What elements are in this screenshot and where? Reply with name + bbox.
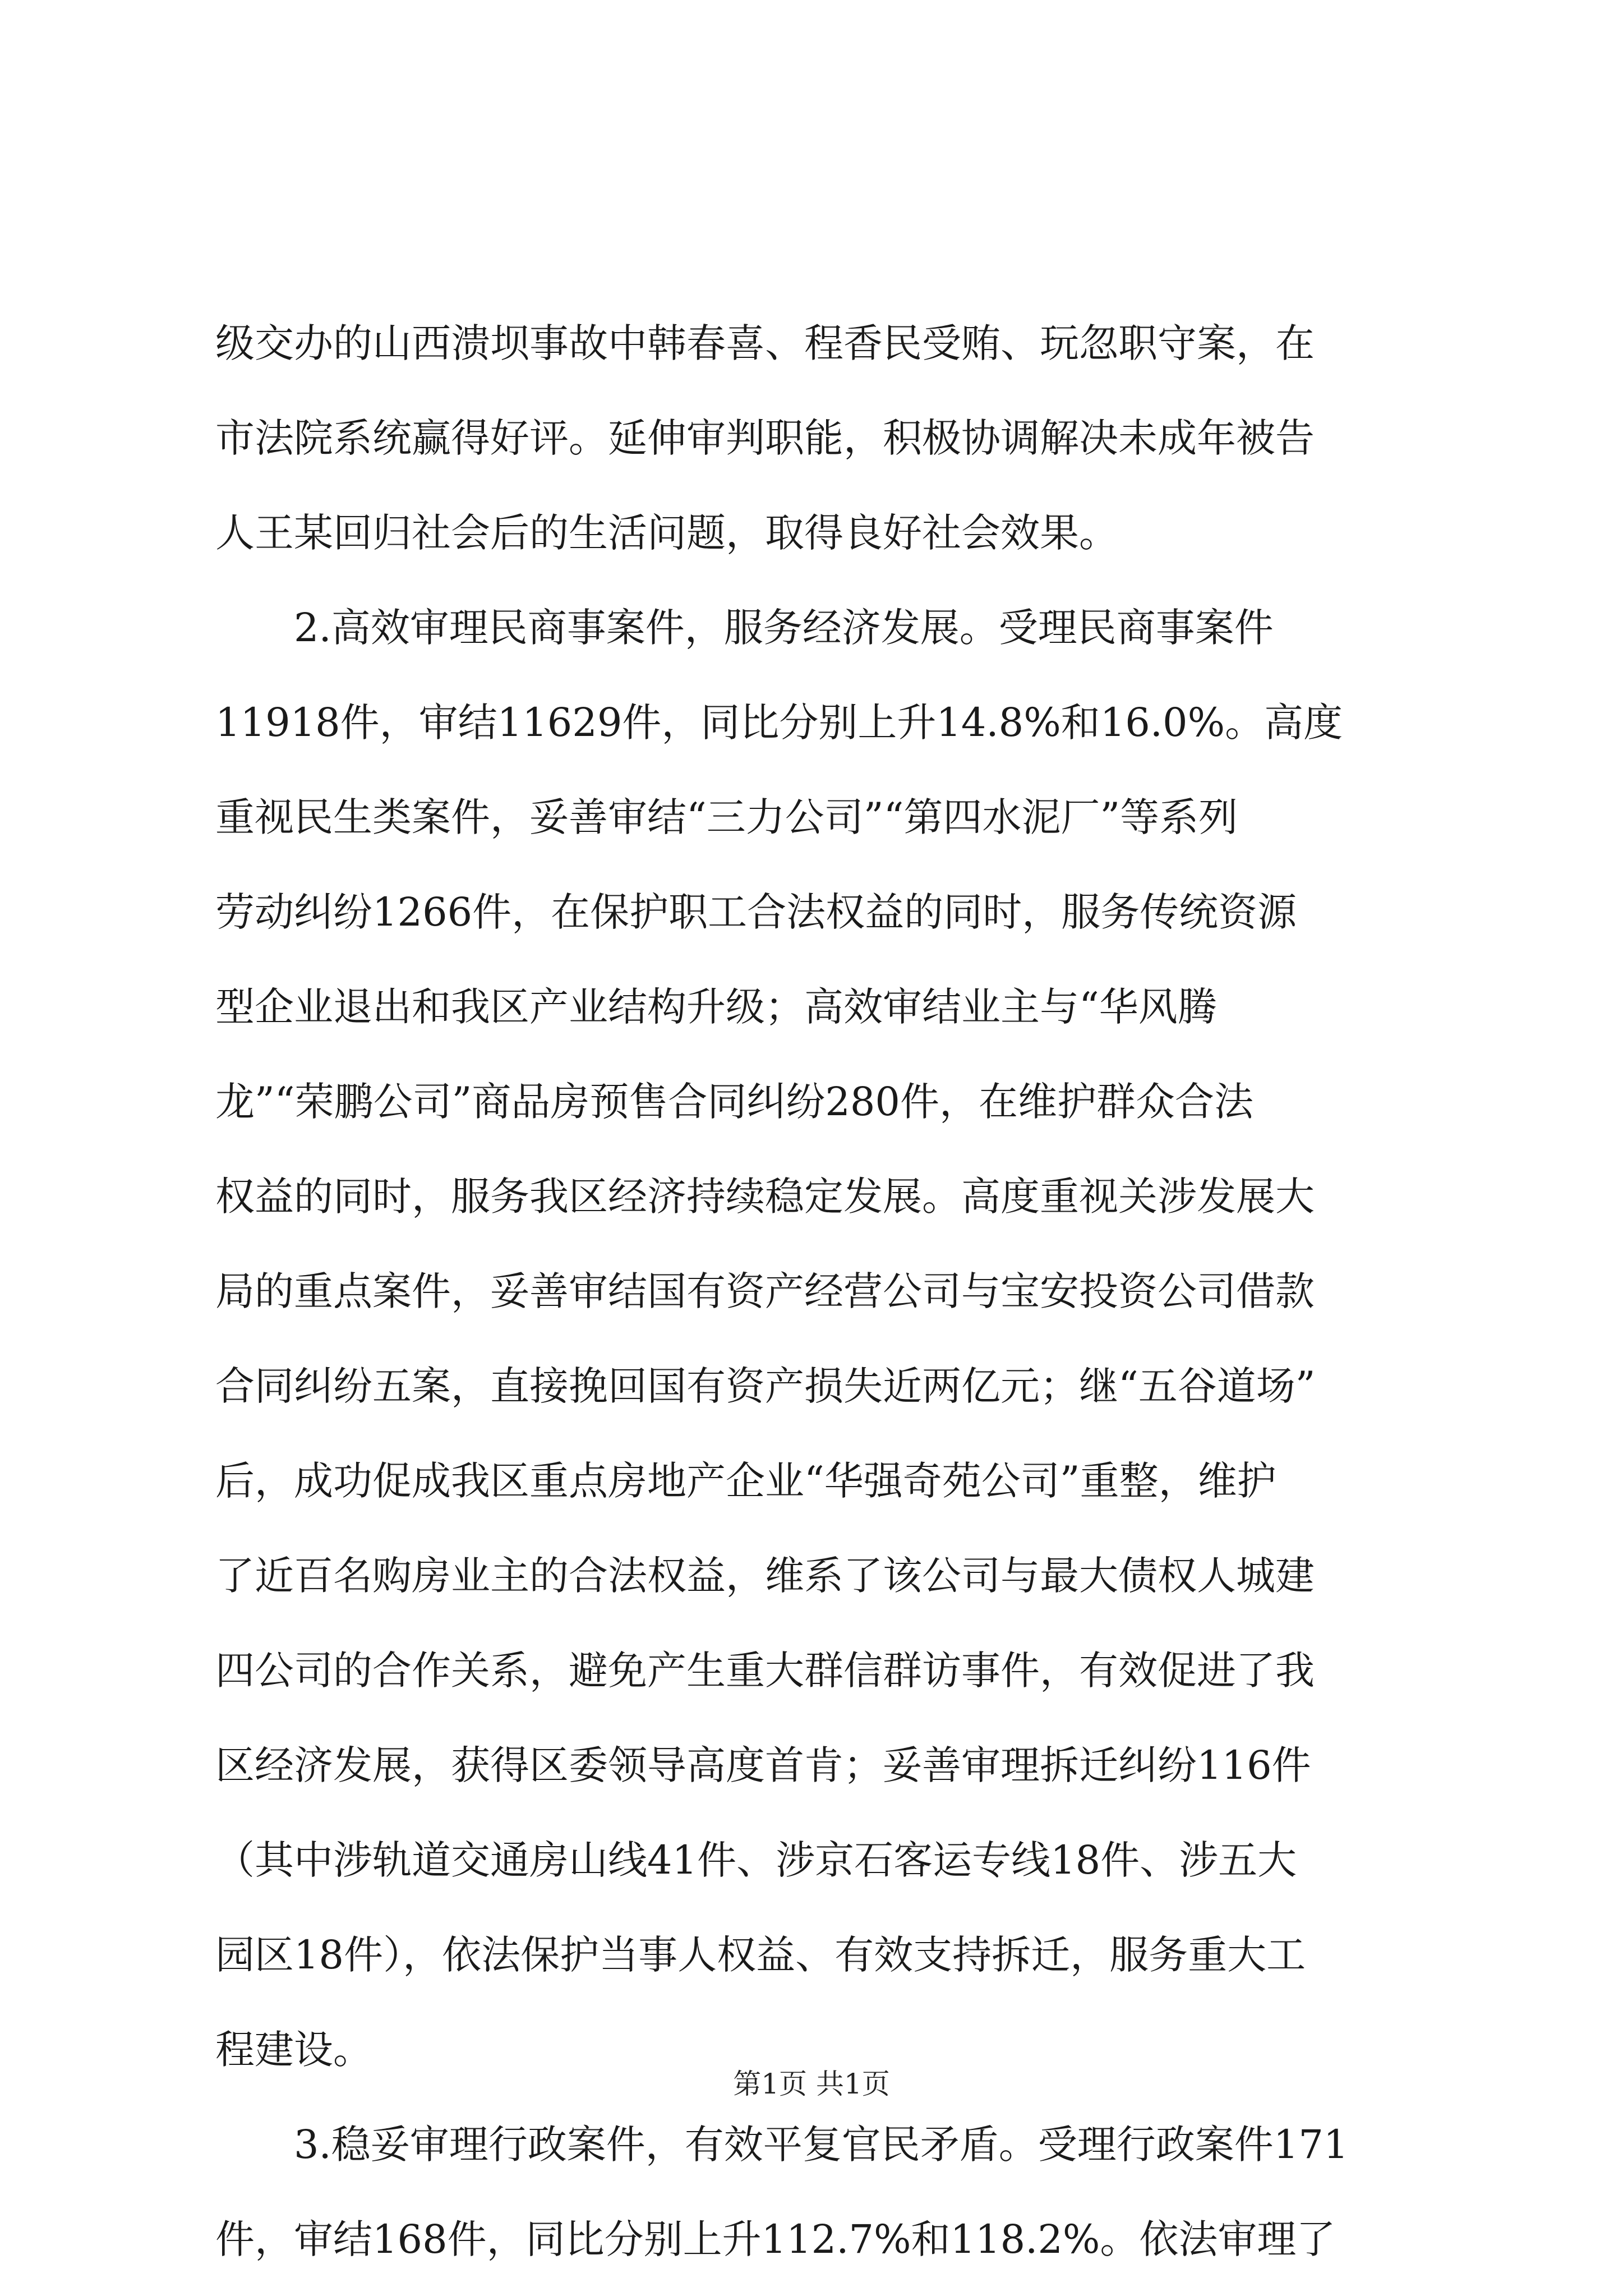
page-footer: 第1页 共1页 (733, 2068, 890, 2100)
text-line: 人王某回归社会后的生活问题，取得良好社会效果。 (215, 510, 1118, 556)
text-line: 龙”“荣鹏公司”商品房预售合同纠纷280件，在维护群众合法 (215, 1079, 1253, 1125)
text-line: 后，成功促成我区重点房地产企业“华强奇苑公司”重整，维护 (215, 1458, 1276, 1504)
text-line: 型企业退出和我区产业结构升级；高效审结业主与“华风腾 (215, 984, 1217, 1030)
text-line: 件，审结168件，同比分别上升112.7%和118.2%。依法审理了 (215, 2216, 1336, 2262)
paragraph-2-start: 2.高效审理民商事案件，服务经济发展。受理民商事案件 (215, 605, 1274, 651)
text-line: 程建设。 (215, 2027, 372, 2073)
text-line: 四公司的合作关系，避免产生重大群信群访事件，有效促进了我 (215, 1648, 1315, 1694)
text-line: 权益的同时，服务我区经济持续稳定发展。高度重视关涉发展大 (215, 1174, 1315, 1220)
text-line: 合同纠纷五案，直接挽回国有资产损失近两亿元；继“五谷道场” (215, 1363, 1316, 1409)
paragraph-3-start: 3.稳妥审理行政案件，有效平复官民矛盾。受理行政案件171 (215, 2122, 1349, 2168)
text-line: 11918件，审结11629件，同比分别上升14.8%和16.0%。高度 (215, 700, 1343, 746)
document-body (215, 296, 1407, 2287)
text-line: 重视民生类案件，妥善审结“三力公司”“第四水泥厂”等系列 (215, 794, 1238, 840)
text-line: 了近百名购房业主的合法权益，维系了该公司与最大债权人城建 (215, 1553, 1315, 1599)
text-line: 市法院系统赢得好评。延伸审判职能，积极协调解决未成年被告 (215, 415, 1315, 461)
text-line: （其中涉轨道交通房山线41件、涉京石客运专线18件、涉五大 (215, 1837, 1297, 1883)
text-line: 局的重点案件，妥善审结国有资产经营公司与宝安投资公司借款 (215, 1268, 1315, 1314)
text-line: 劳动纠纷1266件，在保护职工合法权益的同时，服务传统资源 (215, 889, 1297, 935)
text-line: 园区18件），依法保护当事人权益、有效支持拆迁，服务重大工 (215, 1932, 1306, 1978)
text-line: 级交办的山西溃坝事故中韩春喜、程香民受贿、玩忽职守案，在 (215, 320, 1315, 366)
text-line: 区经济发展，获得区委领导高度首肯；妥善审理拆迁纠纷116件 (215, 1742, 1311, 1788)
